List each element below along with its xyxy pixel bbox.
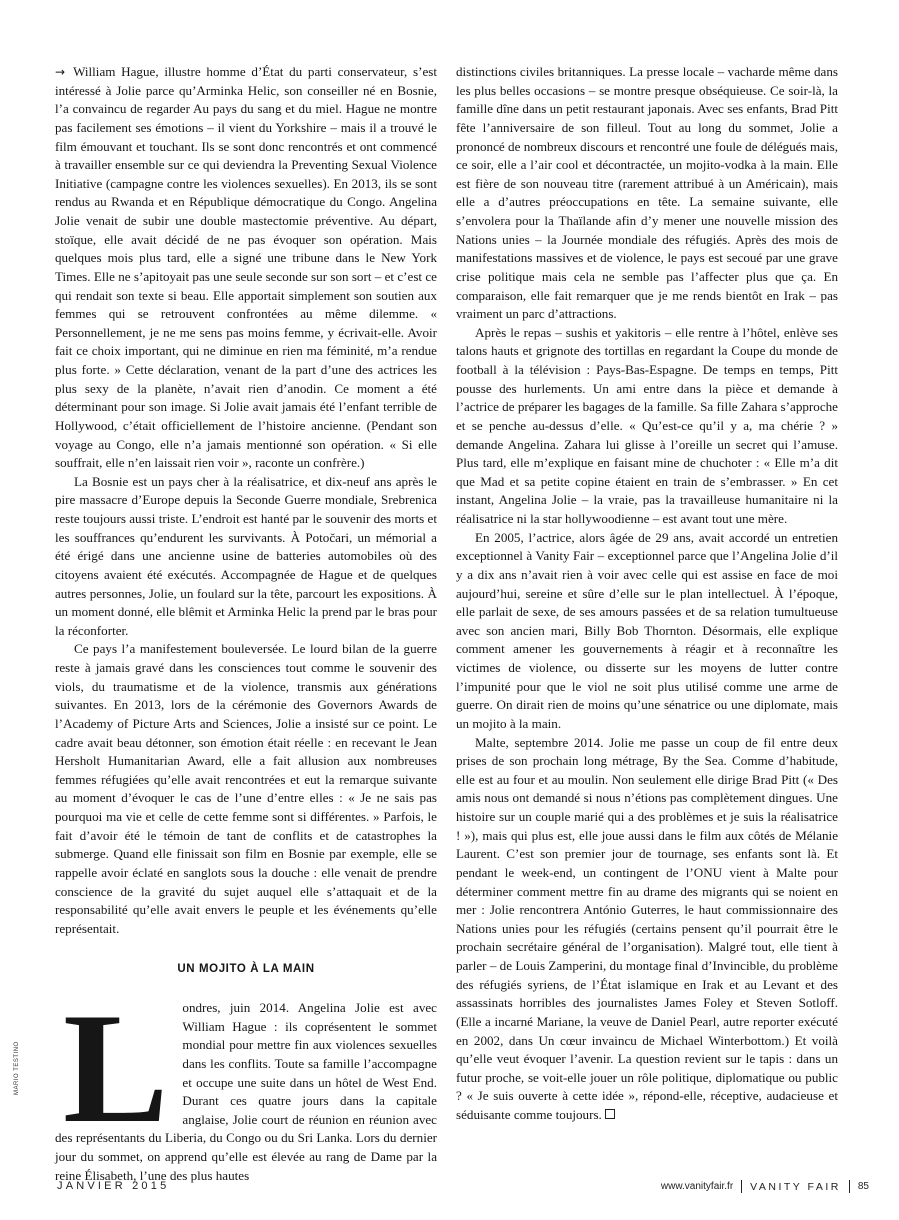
paragraph-text: William Hague, illustre homme d’État du parti conservateur, s’est intéressé à Jolie parce qu’Arminka Helic, son conseiller né en Bosnie, l’a convaincu de regarder Au pays du sang et du miel. Hague ne montre pas facilement ses émotions – il vient du Yorkshire – mais il a trouvé le film émouvant et touchant. Ils se sont donc rencontrés et ont commencé à travailler ensemble sur ce qui deviendra la Preventing Sexual Violence Initiative (campagne contre les violences sexuelles). En 2013, ils se sont rendus au Rwanda et en République démocratique du Congo. Angelina Jolie venait de subir une double mastectomie préventive. Au départ, stoïque, elle avait décidé de ne pas évoquer son opération. Mais quelques mois plus tard, elle a signé une tribune dans le New York Times. Elle ne s’apitoyait pas une seule seconde sur son sort – et c’est ce qui rendait son texte si beau. Elle apportait simplement son soutien aux femmes qui se retrouvent confrontées au même dilemme. « Personnellement, je ne me sens pas moins femme, y écrivait-elle. Avoir fait ce choix important, qui ne diminue en rien ma féminité, m’a rendue plus forte. » Cette déclaration, venant de la part d’une des actrices les plus sexy de la planète, n’avait rien d’anodin. Ce moment a été déterminant pour son image. Si Jolie avait jamais été l’enfant terrible de Hollywood, c’était officiellement de l’histoire ancienne. (Pendant son voyage au Congo, elle n’a jamais mentionné son opération. « Si elle souffrait, elle n’en laissait rien voir », raconte un confrère.): [55, 64, 437, 471]
section-subheading: UN MOJITO À LA MAIN: [177, 963, 315, 976]
paragraph: ondres, juin 2014. Angelina Jolie est avec William Hague : ils coprésentent le sommet mondial pour mettre fin aux violences sexuelles dans les conflits. Toute sa famille l’accompagne et occupe une suite dans un hôtel de West End. Durant ces quatre jours dans la capitale anglaise, Jolie court de réunion en réunion avec des représentants du Liberia, du Congo ou du Sri Lanka. Lors du dernier jour du sommet, on apprend qu’elle est élevée au rang de Dame par la reine Élisabeth, l’une des plus hautes: [55, 1000, 437, 1183]
dropcap-paragraph: [55, 981, 437, 1185]
paragraph: Ce pays l’a manifestement bouleversée. Le lourd bilan de la guerre reste à jamais gravé dans les consciences tout comme le souvenir des viols, du traumatisme et de la violence, transmis aux générations suivantes. En 2013, lors de la cérémonie des Governors Awards de l’Academy of Picture Arts and Sciences, Jolie a insisté sur ce point. Le cadre avait beau détonner, son émotion était réelle : en recevant le Jean Hersholt Humanitarian Award, elle a fait allusion aux nombreuses femmes réfugiées qu’elle avait rencontrées et eut la remarque suivante au moment d’évoquer le cas de l’une d’entre elles : « Je ne sais pas pourquoi ma vie et celle de cette femme sont si différentes. » Parfois, le fait d’avoir été le témoin de tant de conflits et de catastrophes la submerge. Quand elle finissait son film en Bosnie par exemple, elle se rappelle avoir éclaté en sanglots sous la douche : elle venait de prendre conscience de la gravité du sujet auquel elle s’attaquait et de la responsabilité qu’elle avait envers le peuple et les événements qu’elle représentait.: [55, 641, 437, 936]
photo-credit: MARIO TESTINO: [14, 1041, 20, 1095]
paragraph: distinctions civiles britanniques. La presse locale – vacharde même dans les plus belles occasions – se montre presque obséquieuse. Ce soir-là, la famille dîne dans un petit restaurant japonais. Avec ses enfants, Brad Pitt fête l’anniversaire de son filleul. Tout au long du sommet, Jolie a prononcé de nombreux discours et rencontré une foule de délégués mais, ce soir, elle a l’air cool et décontractée, un mojito-vodka à la main. Elle est fière de son nouveau titre (rarement attribué à un Américain), mais elle a d’autres préoccupations en tête. La semaine suivante, elle s’envolera pour la Thaïlande afin d’y mener une nouvelle mission des Nations unies – la Journée mondiale des réfugiés. Après des mois de manifestations massives et de violence, le pays est secoué par une grave crise politique mais cela ne semble pas l’affecter plus que ça. En comparaison, elle fait remarquer que je me rends bientôt en Irak – pas vraiment un parc d’attractions.: [456, 64, 838, 322]
paragraph: Après le repas – sushis et yakitoris – elle rentre à l’hôtel, enlève ses talons hauts et grignote des tortillas en regardant la Coupe du monde de football à la télévision : Pays-Bas-Espagne. De temps en temps, Pitt pousse des hurlements. Un ami entre dans la pièce et demande à l’actrice de préparer les bagages de la famille. Sa fille Zahara s’approche et se penche au-dessus d’elle. « Qu’est-ce qu’il y a, ma chérie ? » demande Angelina. Zahara lui glisse à l’oreille un secret qui l’amuse. Plus tard, elle m’explique en faisant mine de chuchoter : « Elle m’a dit que Mad et sa petite copine étaient en train de s’embrasser. » En cet instant, Angelina Jolie – la vraie, pas la travailleuse humanitaire ni la réalisatrice ni la star hollywoodienne – est avant tout une mère.: [456, 324, 838, 526]
paragraph-text: Malte, septembre 2014. Jolie me passe un coup de fil entre deux prises de son prochain long métrage, By the Sea. Comme d’habitude, elle est au four et au moulin. Non seulement elle dirige Brad Pitt (« Des amis nous ont demandé si nous n’étions pas complètement dingues. Une histoire sur un couple marié qui a des problèmes et je suis la réalisatrice ! »), mais qui plus est, elle joue aussi dans le film aux côtés de Mélanie Laurent. C’est son premier jour de tournage, ses enfants sont là. Et pendant le week-end, un contingent de l’ONU vient à Malte pour déterminer comment mettre fin au drame des migrants qui se noient en mer : Jolie rencontrera António Guterres, le haut commissionnaire des Nations unies pour les réfugiés (certains pensent qu’il pourrait être le prochain secrétaire général de l’organisation). Malgré tout, elle tient à parler – de Louis Zamperini, du montage final d’Invincible, du problème des réfugiés syriens, de l’État islamique en Irak et au Levant et des assassinats horribles des journalistes James Foley et Steven Sotloff. (Elle a incarné Mariane, la veuve de Daniel Pearl, autre reporter exécuté en 2002, dans Un cœur invaincu de Michael Winterbottom.) Et voilà qu’elle veut évoquer l’avenir. La question revient sur le tapis : dans un futur proche, se voit-elle jouer un rôle politique, diplomatique ou public ? « Je suis ouverte à cette idée », répond-elle, réceptive, audacieuse et séduisante comme toujours.: [456, 734, 838, 1122]
square-end-mark-icon: [605, 1109, 615, 1119]
arrow-right-icon: →: [55, 65, 65, 79]
paragraph: La Bosnie est un pays cher à la réalisatrice, et dix-neuf ans après le pire massacre d’Europe depuis la Seconde Guerre mondiale, Srebrenica reste toujours aussi triste. L’endroit est hanté par le souvenir des morts et les souffrances qu’endurent les survivants. À Potočari, un mémorial a été érigé dans une ancienne usine de batteries automobiles où des citoyens avaient été exécutés. Accompagnée de Hague et de quelques autres personnes, Jolie, un foulard sur la tête, parcourt les expositions. À un moment donné, elle blêmit et Arminka Helic la prend par le bras pour la réconforter.: [55, 473, 437, 638]
footer-divider: [741, 1180, 742, 1193]
drop-cap-letter: L: [63, 981, 169, 1156]
paragraph: En 2005, l’actrice, alors âgée de 29 ans, avait accordé un entretien exceptionnel à Vanity Fair – exceptionnel parce que l’Angelina Jolie d’il y a dix ans n’avait rien à voir avec celle qui est assise en face de moi aujourd’hui, sereine et sûre d’elle sur le plan intellectuel. À l’époque, elle parlait de sexe, de ses amours passées et de sa relation tumultueuse avec son ancien mari, Billy Bob Thornton. Désormais, elle explique comment amener les gouvernements à réagir et à reconnaître les victimes de violence, ou disserte sur les moyens de lutter contre l’impunité pour que le viol ne soit plus utilisé comme une arme de guerre. On dirait rien de moins qu’une sénatrice ou une diplomate, mais un mojito à la main.: [456, 529, 838, 731]
right-column: [456, 63, 838, 1125]
footer-divider: [849, 1180, 850, 1193]
footer-branding: [661, 1180, 869, 1193]
left-column: [55, 63, 437, 1185]
paragraph: [55, 63, 437, 473]
page-number: 85: [857, 1181, 869, 1192]
footer-url[interactable]: www.vanityfair.fr: [660, 1181, 734, 1192]
footer-magazine-name: VANITY FAIR: [750, 1180, 841, 1193]
paragraph: [456, 734, 838, 1125]
footer-issue-date: JANVIER 2015: [57, 1180, 170, 1192]
